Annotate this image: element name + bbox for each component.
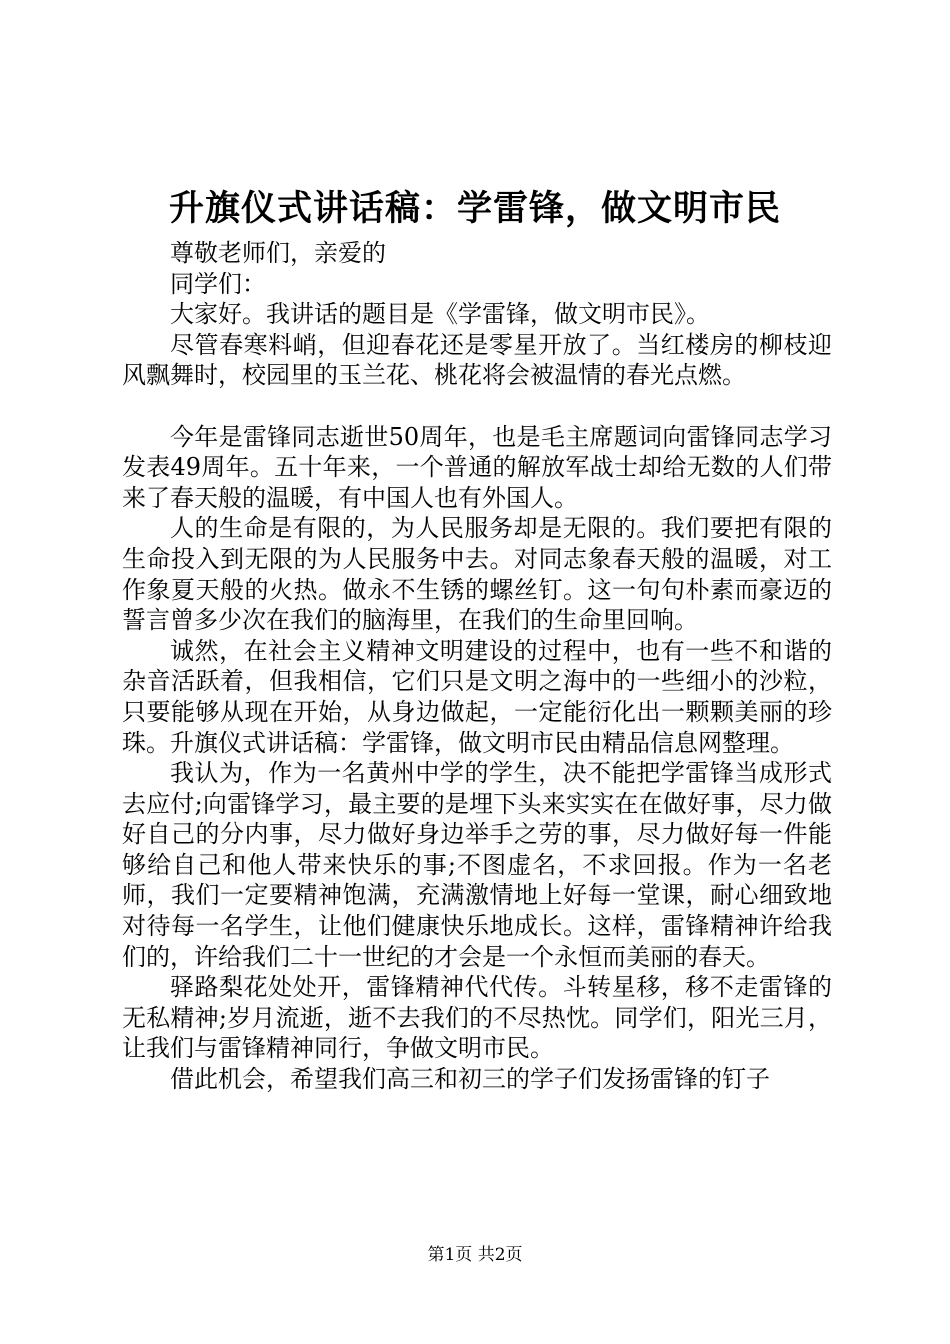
paragraph-life: 人的生命是有限的，为人民服务却是无限的。我们要把有限的生命投入到无限的为人民服务中去。对同志象春天般的温暖，对工作象夏天般的火热。做永不生锈的螺丝钉。这一句句朴素而豪迈的誓言曾多少次在我们的脑海里，在我们的生命里回响。 [122, 514, 832, 635]
salutation-line-1: 尊敬老师们，亲爱的 [170, 239, 386, 267]
paragraph-closing: 借此机会，希望我们高三和初三的学子们发扬雷锋的钉子 [170, 1065, 770, 1094]
paragraph-spacer [122, 391, 832, 422]
paragraph-greeting: 大家好。我讲话的题目是《学雷锋，做文明市民》。 [170, 300, 710, 329]
document-title: 升旗仪式讲话稿：学雷锋，做文明市民 [168, 188, 781, 229]
salutation-line-2: 同学们： [170, 269, 266, 298]
paragraph-opinion: 我认为，作为一名黄州中学的学生，决不能把学雷锋当成形式去应付;向雷锋学习，最主要的是埋下头来实实在在做好事，尽力做好自己的分内事，尽力做好身边举手之劳的事，尽力做好每一件能够给自己和他人带来快乐的事;不图虚名，不求回报。作为一名老师，我们一定要精神饱满，充满激情地上好每一堂课，耐心细致地对待每一名学生，让他们健康快乐地成长。这样，雷锋精神许给我们的，许给我们二十一世纪的才会是一个永恒而美丽的春天。 [122, 759, 832, 971]
paragraph-spring: 尽管春寒料峭，但迎春花还是零星开放了。当红楼房的柳枝迎风飘舞时，校园里的玉兰花、桃花将会被温情的春光点燃。 [122, 330, 832, 390]
paragraph-civilization: 诚然，在社会主义精神文明建设的过程中，也有一些不和谐的杂音活跃着，但我相信，它们只是文明之海中的一些细小的沙粒，只要能够从现在开始，从身边做起，一定能衍化出一颗颗美丽的珍珠。升旗仪式讲话稿：学雷锋，做文明市民由精品信息网整理。 [122, 636, 832, 757]
paragraph-anniversary: 今年是雷锋同志逝世50周年，也是毛主席题词向雷锋同志学习发表49周年。五十年来，一个普通的解放军战士却给无数的人们带来了春天般的温暖，有中国人也有外国人。 [122, 422, 832, 512]
paragraph-spirit: 驿路梨花处处开，雷锋精神代代传。斗转星移，移不走雷锋的无私精神;岁月流逝，逝不去我们的不尽热忱。同学们，阳光三月，让我们与雷锋精神同行，争做文明市民。 [122, 973, 832, 1063]
page-footer: 第1页 共2页 [427, 1245, 523, 1265]
document-body [122, 238, 832, 1095]
